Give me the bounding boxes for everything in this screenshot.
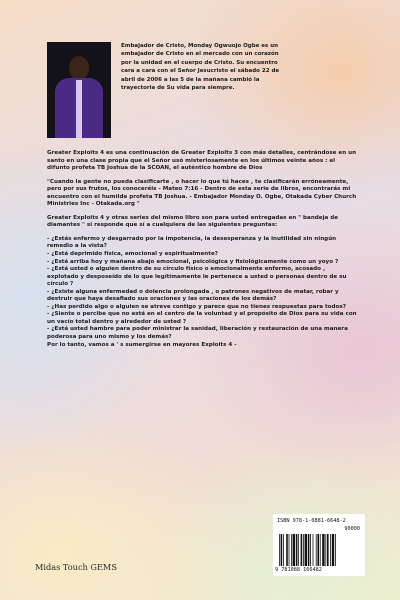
barcode-bar [332, 534, 334, 566]
question-item: - ¿Está usted hambre para poder ministrar la sanidad, liberación y restauración de una manera poderosa para uno mismo y los demás? [47, 326, 348, 341]
question-item: - ¿Está deprimido física, emocional y espiritualmente? [47, 251, 218, 258]
author-portrait-icon [69, 56, 89, 80]
barcode-bar [320, 534, 321, 566]
back-cover-text [47, 150, 357, 349]
question-item: - ¿Siente o percibe que no está en el centro de la voluntad y el propósito de Dios para su vida con un vacío total dentro y alrededor de usted ? [47, 311, 357, 325]
questions-list [47, 236, 357, 349]
barcode-bar [279, 534, 280, 566]
barcode-bars-icon [278, 534, 360, 566]
question-item: - ¿Has perdido algo o alguien se atreve contigo y parece que no tienes respuestas para todos? [47, 303, 346, 310]
barcode-bar [305, 534, 307, 566]
barcode-bar [301, 534, 303, 566]
barcode-bar [281, 534, 283, 566]
author-bio: Embajador de Cristo, Monday Ogwuojo Ogbe es un embajador de Cristo en el mercado con un corazón por la unidad en el cuerpo de Cristo. Su encuentro cara a cara con el Señor Jesucristo el sábado 22 de abril de 2006 a las 5 de la mañana cambió la trayectoria de Su vida para siempre. [121, 43, 280, 92]
barcode-bar [289, 534, 290, 566]
barcode-bar [322, 534, 324, 566]
barcode-bar [293, 534, 295, 566]
publisher-name: Midas Touch GEMS [35, 562, 117, 572]
barcode-bar [325, 534, 326, 566]
barcode-bar [296, 534, 298, 566]
isbn-barcode [273, 514, 365, 576]
closing-line: Por lo tanto, vamos a ' s sumergirse en mayores Exploits 4 - [47, 341, 237, 348]
ean-digits: 9 781088 166482 [275, 567, 322, 573]
barcode-bar [327, 534, 329, 566]
barcode-bar [317, 534, 319, 566]
barcode-bar [330, 534, 331, 566]
author-portrait [47, 42, 111, 138]
question-item: - ¿Estás enfermo y desgarrado por la impotencia, la desesperanza y la inutilidad sin ningún remedio a la vista? [47, 235, 337, 250]
barcode-bar [316, 534, 317, 566]
question-item: - ¿Está arriba hoy y mañana abajo emocional, psicológica y fisiológicamente como un yoyo ? [47, 258, 339, 265]
barcode-bar [335, 534, 336, 566]
barcode-bar [303, 534, 304, 566]
stole-shape [76, 80, 82, 138]
barcode-bar [310, 534, 311, 566]
price-code: 90000 [344, 526, 360, 532]
isbn-text: ISBN 978-1-0881-6648-2 [277, 518, 346, 524]
barcode-bar [298, 534, 299, 566]
intro-paragraph: Greater Exploits 4 es una continuación de Greater Exploits 3 con más detalles, centrándose en un santo en una clase propia que el Señor usó misteriosamente en los últimos veinte años : el difunto profeta TB Joshua de la SCOAN, el auténtico hombre de Dios [47, 150, 357, 172]
barcode-bar [291, 534, 292, 566]
question-item: - ¿Está usted o alguien dentro de su círculo físico o emocionalmente enfermo, acosado , explotado y desposeído de lo que legítimamente le pertenece a usted o personas dentro de su círculo ? [47, 266, 347, 288]
barcode-bar [283, 534, 284, 566]
question-item: - ¿Existe alguna enfermedad o dolencia prolongada , o patrones negativos de matar, robar y destruir que haya desafiado sus oraciones y las oraciones de los demás? [47, 288, 339, 303]
quote-paragraph: "Cuando la gente no pueda clasificarte , o hacer lo que tú haces , te clasificarán erróneamente, pero por sus frutos, los conoceréis - Mateo 7:16 - Dentro de esta serie de libros, encontrarás mi encuentro con el humilde profeta TB Joshua. - Embajador Monday O. Ogbe, Otakada Cyber Church Ministries Inc - Otakada.org " [47, 178, 357, 208]
barcode-bar [286, 534, 288, 566]
series-paragraph: Greater Exploits 4 y otras series del mismo libro son para usted entregadas en " bandeja de diamantes " si responde que sí a cualquiera de las siguientes preguntas: [47, 214, 339, 229]
barcode-bar [313, 534, 314, 566]
barcode-bar [308, 534, 310, 566]
